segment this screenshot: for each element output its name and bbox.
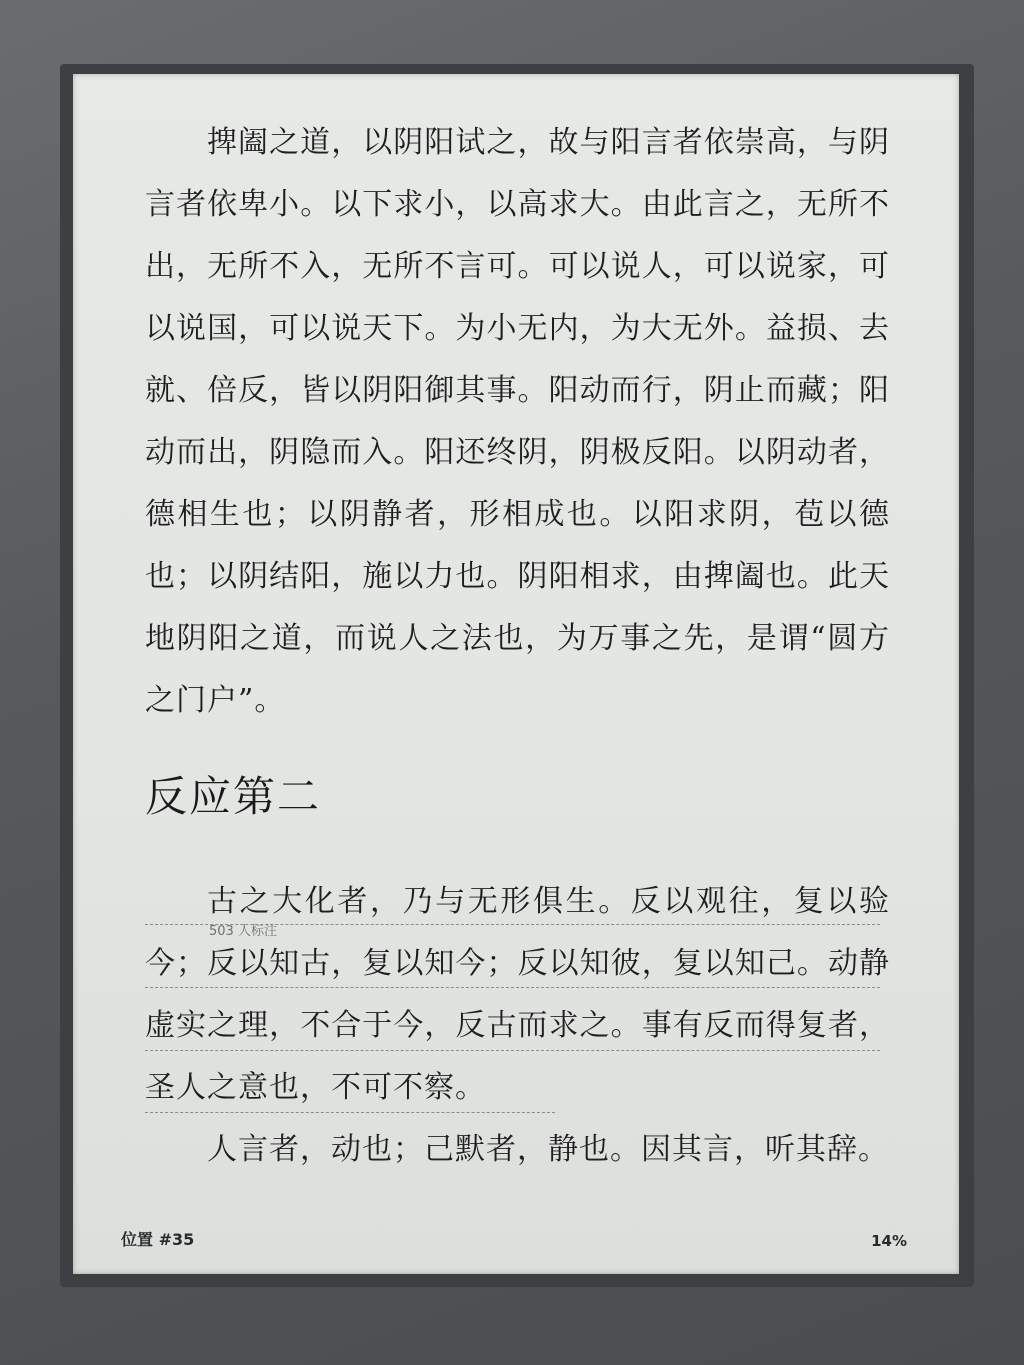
paragraph-2-text[interactable]: 古之大化者，乃与无形俱生。反以观往，复以验今；反以知古，复以知今；反以知彼，复以知己。动静虚实之理，不合于今，反古而求之。事有反而得复者，圣人之意也，不可不察。 — [145, 884, 890, 1105]
popular-highlight-count[interactable]: 503 人标注 — [209, 924, 277, 939]
paragraph-3[interactable] — [145, 1119, 890, 1181]
paragraph-2-highlighted[interactable] — [145, 871, 890, 1119]
paragraph-1[interactable] — [145, 112, 890, 732]
progress-percent[interactable]: 14% — [871, 1232, 907, 1250]
chapter-heading: 反应第二 — [145, 772, 322, 821]
location-indicator[interactable]: 位置 #35 — [121, 1230, 195, 1249]
highlight-underline — [145, 987, 880, 988]
paragraph-1-text[interactable]: 捭阖之道，以阴阳试之，故与阳言者依崇高，与阴言者依卑小。以下求小，以高求大。由此言之，无所不出，无所不入，无所不言可。可以说人，可以说家，可以说国，可以说天下。为小无内，为大无外。益损、去就、倍反，皆以阴阳御其事。阳动而行，阴止而藏；阳动而出，阴隐而入。阳还终阴，阴极反阳。以阴动者，德相生也；以阴静者，形相成也。以阳求阴，苞以德也；以阴结阳，施以力也。阴阳相求，由捭阖也。此天地阴阳之道，而说人之法也，为万事之先，是谓“圆方之门户”。 — [145, 125, 890, 718]
highlight-underline — [145, 1112, 555, 1113]
reader-screen[interactable] — [73, 74, 959, 1274]
paragraph-3-text[interactable]: 人言者，动也；己默者，静也。因其言，听其辞。 — [207, 1132, 889, 1167]
highlight-underline — [145, 1050, 880, 1051]
